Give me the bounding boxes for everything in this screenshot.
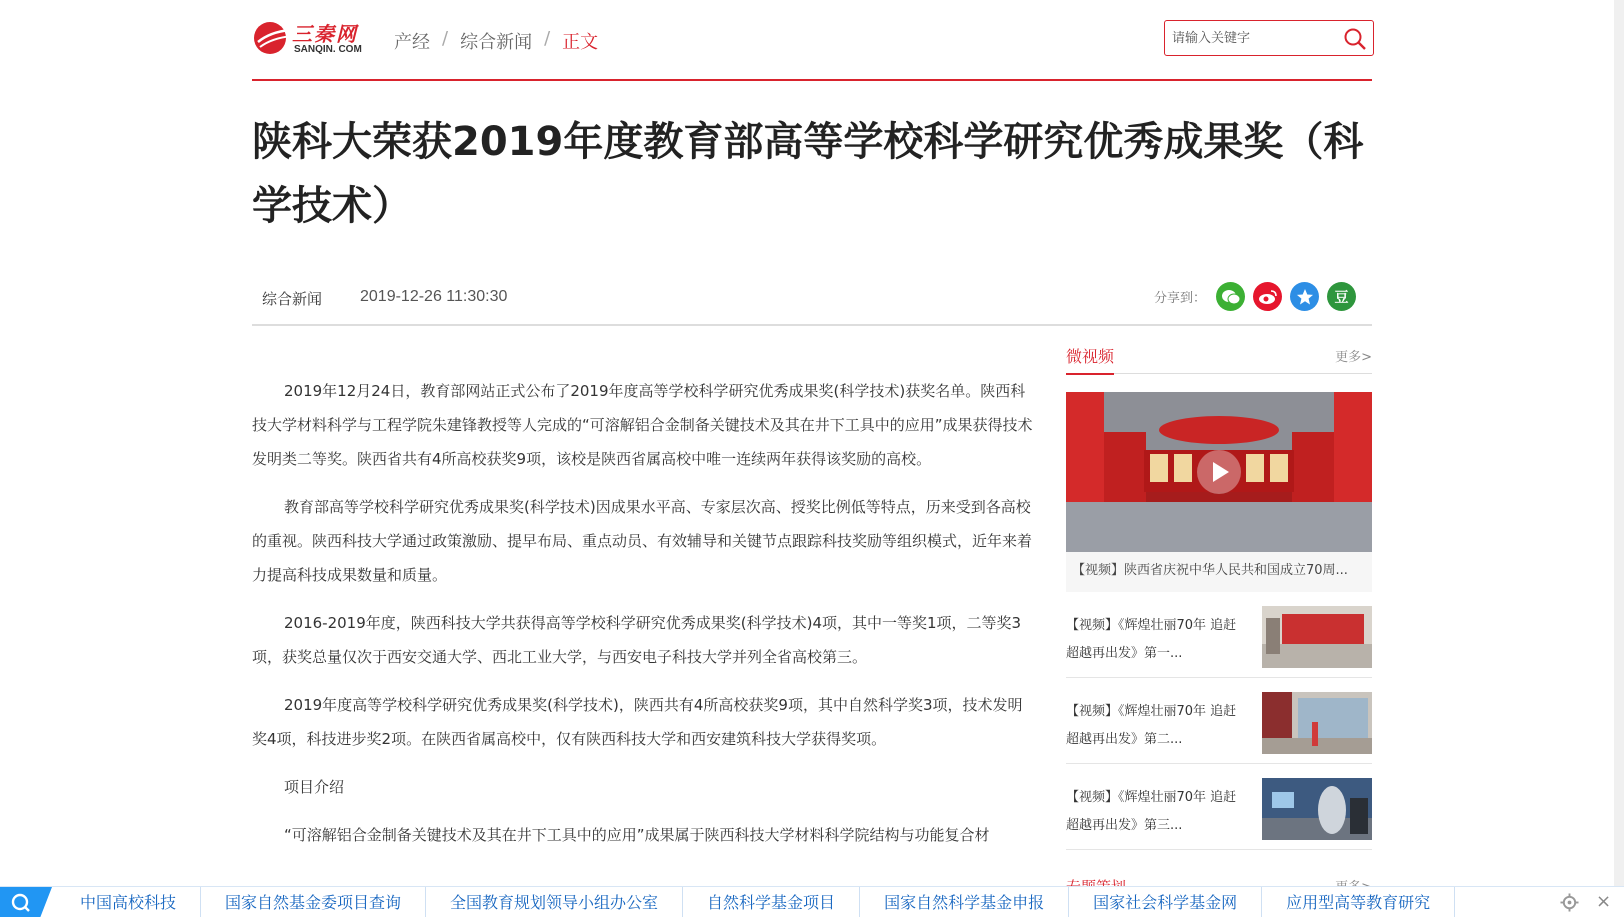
site-logo[interactable] [252, 18, 370, 60]
qzone-icon[interactable] [1290, 282, 1319, 311]
article-paragraph: 2019年12月24日，教育部网站正式公布了2019年度高等学校科学研究优秀成果奖(科学技术)获奖名单。陕西科技大学材料科学与工程学院朱建锋教授等人完成的“可溶解铝合金制备关键技术及其在井下工具中的应用”成果获得技术发明类二等奖。陕西省共有4所高校获奖9项，该校是陕西省属高校中唯一连续两年获得该奖励的高校。 [252, 382, 1033, 468]
article-title: 陕科大荣获2019年度教育部高等学校科学研究优秀成果奖（科学技术） [252, 119, 1364, 229]
video-title[interactable]: 【视频】《辉煌壮丽70年 追赶超越再出发》第三... [1066, 790, 1237, 833]
share-label: 分享到： [1153, 291, 1206, 306]
wechat-icon[interactable] [1216, 282, 1245, 311]
article-source[interactable]: 综合新闻 [262, 290, 323, 308]
close-icon[interactable]: × [1596, 891, 1612, 912]
weibo-icon[interactable] [1253, 282, 1282, 311]
video-list-item[interactable] [1066, 592, 1372, 678]
breadcrumb-separator: / [544, 28, 551, 49]
bottom-link[interactable]: 国家自然基金委项目查询 [201, 887, 426, 917]
bottom-link[interactable]: 全国教育规划领导小组办公室 [426, 887, 683, 917]
logo-text-en: SANQIN. COM [294, 44, 362, 55]
breadcrumb-item-news[interactable]: 综合新闻 [460, 32, 533, 53]
article-paragraph: 2019年度高等学校科学研究优秀成果奖(科学技术)，陕西共有4所高校获奖9项，其中自然科学奖3项，技术发明奖4项，科技进步奖2项。在陕西省属高校中，仅有陕西科技大学和西安建筑科技大学获得奖项。 [252, 696, 1023, 748]
video-thumbnail[interactable] [1262, 606, 1372, 668]
bottom-link[interactable]: 中国高校科技 [56, 887, 201, 917]
video-list-item[interactable] [1066, 678, 1372, 764]
article-meta [252, 282, 1372, 326]
logo-text-cn: 三秦网 [292, 22, 358, 46]
featured-video[interactable] [1066, 392, 1372, 592]
bottom-link[interactable]: 应用型高等教育研究 [1262, 887, 1455, 917]
bottom-link[interactable]: 自然科学基金项目 [683, 887, 860, 917]
video-title[interactable]: 【视频】《辉煌壮丽70年 追赶超越再出发》第二... [1066, 704, 1237, 747]
sidebar-videos [1066, 340, 1372, 850]
search-icon[interactable] [1343, 27, 1367, 51]
logo-mark-icon [252, 20, 292, 56]
bottom-link-bar [0, 886, 1624, 917]
article-paragraph: 项目介绍 [284, 778, 345, 796]
settings-gear-icon[interactable] [1560, 893, 1579, 912]
tab-micro-video[interactable]: 微视频 [1066, 344, 1114, 375]
bottom-link[interactable]: 国家自然科学基金申报 [860, 887, 1069, 917]
bottom-links [56, 887, 1455, 917]
article-paragraph: “可溶解铝合金制备关键技术及其在井下工具中的应用”成果属于陕西科技大学材料科学院结构与功能复合材 [284, 826, 990, 844]
header [252, 18, 1372, 80]
featured-video-caption[interactable]: 【视频】陕西省庆祝中华人民共和国成立70周... [1072, 563, 1348, 578]
breadcrumb [394, 28, 598, 54]
bottom-bar-logo-icon[interactable] [0, 887, 52, 917]
more-link[interactable]: 更多> [1335, 350, 1372, 365]
share-bar [1154, 282, 1356, 311]
video-thumbnail[interactable] [1262, 778, 1372, 840]
search-input[interactable] [1165, 21, 1335, 55]
article-datetime: 2019-12-26 11:30:30 [360, 288, 508, 305]
video-thumbnail[interactable] [1262, 692, 1372, 754]
breadcrumb-item-current: 正文 [562, 32, 599, 53]
featured-video-thumbnail[interactable] [1066, 392, 1372, 552]
douban-icon[interactable]: 豆 [1327, 282, 1356, 311]
sidebar-header [1066, 340, 1372, 374]
breadcrumb-separator: / [442, 28, 449, 49]
header-divider [252, 79, 1372, 81]
video-list-item[interactable] [1066, 764, 1372, 850]
search-box [1164, 20, 1374, 56]
article-body [252, 374, 1037, 866]
video-title[interactable]: 【视频】《辉煌壮丽70年 追赶超越再出发》第一... [1066, 618, 1237, 661]
article-paragraph: 2016-2019年度，陕西科技大学共获得高等学校科学研究优秀成果奖(科学技术)4项，其中一等奖1项，二等奖3项，获奖总量仅次于西安交通大学、西北工业大学，与西安电子科技大学并列全省高校第三。 [252, 614, 1022, 666]
bottom-link[interactable]: 国家社会科学基金网 [1069, 887, 1262, 917]
article-paragraph: 教育部高等学校科学研究优秀成果奖(科学技术)因成果水平高、专家层次高、授奖比例低等特点，历来受到各高校的重视。陕西科技大学通过政策激励、提早布局、重点动员、有效辅导和关键节点跟踪科技奖励等组织模式，近年来着力提高科技成果数量和质量。 [252, 498, 1033, 584]
breadcrumb-item-industry[interactable]: 产经 [394, 32, 430, 53]
page-scrollbar[interactable] [1614, 0, 1624, 886]
